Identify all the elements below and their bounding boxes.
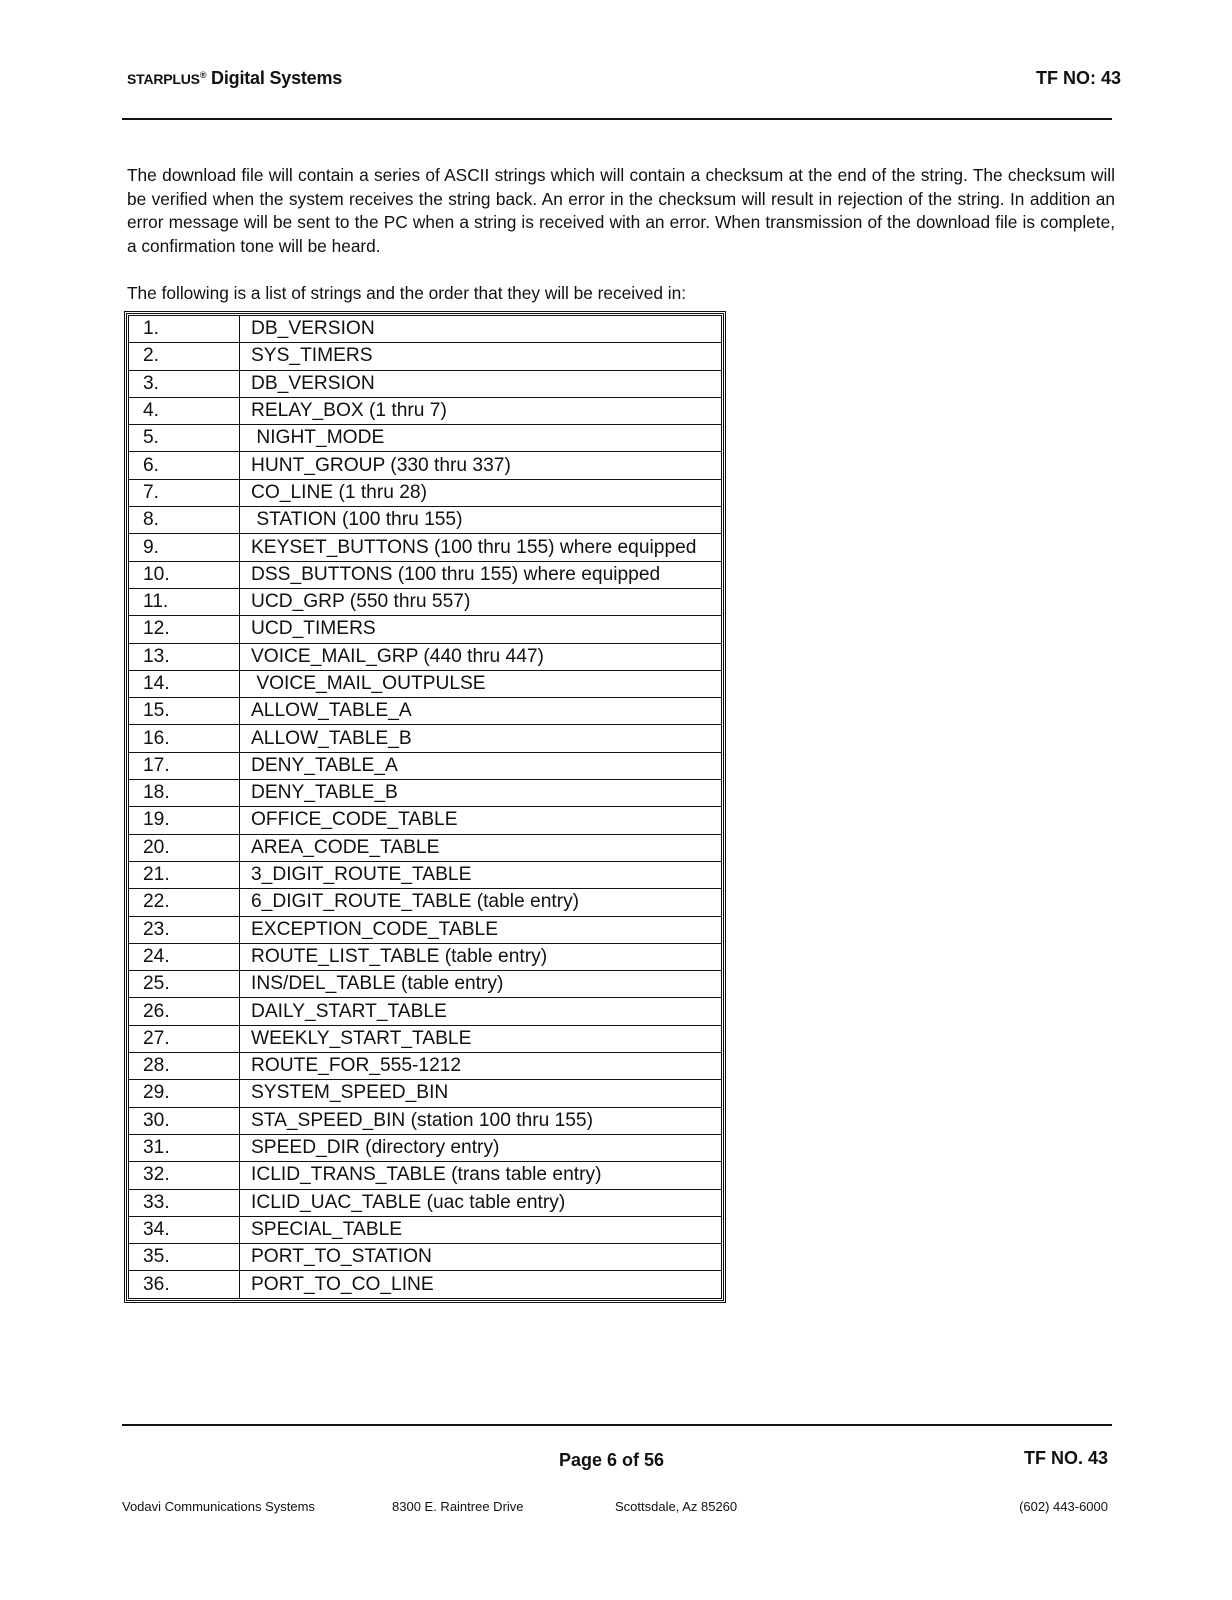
table-row	[129, 861, 722, 888]
row-string-name: AREA_CODE_TABLE	[240, 834, 722, 861]
row-number: 3.	[129, 370, 240, 397]
row-string-name: DENY_TABLE_B	[240, 780, 722, 807]
row-number: 22.	[129, 889, 240, 916]
row-string-name: NIGHT_MODE	[240, 425, 722, 452]
table-row	[129, 397, 722, 424]
table-row	[129, 698, 722, 725]
table-row	[129, 479, 722, 506]
footer-phone: (602) 443-6000	[1019, 1499, 1108, 1514]
row-string-name: STA_SPEED_BIN (station 100 thru 155)	[240, 1107, 722, 1134]
registered-mark: ®	[199, 70, 207, 80]
strings-table-frame	[124, 311, 726, 1303]
row-string-name: SYS_TIMERS	[240, 343, 722, 370]
list-intro: The following is a list of strings and the order that they will be received in:	[127, 283, 687, 303]
row-number: 36.	[129, 1271, 240, 1298]
row-number: 5.	[129, 425, 240, 452]
body-paragraph: The download file will contain a series of ASCII strings which will contain a checksum at the end of the string. The checksum will be verified when the system receives the string back. An error in the checksum will result in rejection of the string. In addition an error message will be sent to the PC when a string is received with an error. When transmission of the download file is complete, a confirmation tone will be heard.	[127, 165, 1115, 257]
row-number: 25.	[129, 971, 240, 998]
table-row	[129, 316, 722, 343]
row-number: 20.	[129, 834, 240, 861]
row-string-name: DAILY_START_TABLE	[240, 998, 722, 1025]
row-string-name: ALLOW_TABLE_A	[240, 698, 722, 725]
brand-subtitle: Digital Systems	[206, 68, 343, 88]
row-number: 24.	[129, 943, 240, 970]
row-string-name: STATION (100 thru 155)	[240, 507, 722, 534]
table-row	[129, 807, 722, 834]
row-string-name: DENY_TABLE_A	[240, 752, 722, 779]
table-row	[129, 971, 722, 998]
table-row	[129, 916, 722, 943]
row-string-name: ICLID_TRANS_TABLE (trans table entry)	[240, 1162, 722, 1189]
table-row	[129, 1271, 722, 1298]
row-number: 33.	[129, 1189, 240, 1216]
row-string-name: EXCEPTION_CODE_TABLE	[240, 916, 722, 943]
row-number: 13.	[129, 643, 240, 670]
header-brand	[127, 68, 342, 89]
footer-tf-number: TF NO. 43	[1023, 1448, 1108, 1468]
row-number: 9.	[129, 534, 240, 561]
row-string-name: ALLOW_TABLE_B	[240, 725, 722, 752]
table-row	[129, 780, 722, 807]
table-row	[129, 588, 722, 615]
row-number: 2.	[129, 343, 240, 370]
table-row	[129, 1053, 722, 1080]
row-number: 29.	[129, 1080, 240, 1107]
strings-table	[128, 315, 722, 1299]
row-string-name: ROUTE_LIST_TABLE (table entry)	[240, 943, 722, 970]
brand-name: STARPLUS	[127, 71, 200, 87]
row-string-name: RELAY_BOX (1 thru 7)	[240, 397, 722, 424]
table-row	[129, 1244, 722, 1271]
row-string-name: PORT_TO_STATION	[240, 1244, 722, 1271]
row-number: 18.	[129, 780, 240, 807]
footer-address: 8300 E. Raintree Drive	[392, 1499, 524, 1514]
table-row	[129, 643, 722, 670]
row-string-name: SPECIAL_TABLE	[240, 1216, 722, 1243]
row-number: 4.	[129, 397, 240, 424]
row-string-name: DB_VERSION	[240, 316, 722, 343]
row-number: 23.	[129, 916, 240, 943]
table-row	[129, 1134, 722, 1161]
table-row	[129, 998, 722, 1025]
table-row	[129, 370, 722, 397]
table-row	[129, 1025, 722, 1052]
table-row	[129, 534, 722, 561]
table-row	[129, 752, 722, 779]
row-string-name: DSS_BUTTONS (100 thru 155) where equipped	[240, 561, 722, 588]
table-row	[129, 1189, 722, 1216]
row-number: 6.	[129, 452, 240, 479]
table-row	[129, 452, 722, 479]
row-string-name: 3_DIGIT_ROUTE_TABLE	[240, 861, 722, 888]
table-row	[129, 889, 722, 916]
row-number: 8.	[129, 507, 240, 534]
row-number: 21.	[129, 861, 240, 888]
footer-rule	[122, 1424, 1112, 1426]
row-string-name: SYSTEM_SPEED_BIN	[240, 1080, 722, 1107]
row-number: 31.	[129, 1134, 240, 1161]
row-number: 35.	[129, 1244, 240, 1271]
row-number: 19.	[129, 807, 240, 834]
row-string-name: UCD_GRP (550 thru 557)	[240, 588, 722, 615]
row-number: 15.	[129, 698, 240, 725]
table-row	[129, 1216, 722, 1243]
row-number: 30.	[129, 1107, 240, 1134]
row-string-name: SPEED_DIR (directory entry)	[240, 1134, 722, 1161]
table-row	[129, 425, 722, 452]
row-string-name: VOICE_MAIL_OUTPULSE	[240, 670, 722, 697]
table-row	[129, 725, 722, 752]
table-row	[129, 616, 722, 643]
row-number: 26.	[129, 998, 240, 1025]
table-row	[129, 1162, 722, 1189]
row-string-name: INS/DEL_TABLE (table entry)	[240, 971, 722, 998]
row-number: 28.	[129, 1053, 240, 1080]
row-string-name: CO_LINE (1 thru 28)	[240, 479, 722, 506]
row-number: 11.	[129, 588, 240, 615]
row-string-name: HUNT_GROUP (330 thru 337)	[240, 452, 722, 479]
table-row	[129, 343, 722, 370]
footer-company: Vodavi Communications Systems	[122, 1499, 315, 1514]
row-number: 10.	[129, 561, 240, 588]
row-string-name: UCD_TIMERS	[240, 616, 722, 643]
header-tf-number: TF NO: 43	[1035, 68, 1121, 88]
row-string-name: 6_DIGIT_ROUTE_TABLE (table entry)	[240, 889, 722, 916]
row-string-name: PORT_TO_CO_LINE	[240, 1271, 722, 1298]
page-number: Page 6 of 56	[559, 1450, 665, 1470]
row-string-name: ICLID_UAC_TABLE (uac table entry)	[240, 1189, 722, 1216]
row-number: 7.	[129, 479, 240, 506]
row-string-name: WEEKLY_START_TABLE	[240, 1025, 722, 1052]
table-row	[129, 834, 722, 861]
row-number: 17.	[129, 752, 240, 779]
row-number: 16.	[129, 725, 240, 752]
table-row	[129, 507, 722, 534]
row-string-name: VOICE_MAIL_GRP (440 thru 447)	[240, 643, 722, 670]
row-number: 14.	[129, 670, 240, 697]
row-number: 12.	[129, 616, 240, 643]
row-string-name: DB_VERSION	[240, 370, 722, 397]
header-rule	[122, 118, 1112, 120]
row-number: 32.	[129, 1162, 240, 1189]
footer-city: Scottsdale, Az 85260	[615, 1499, 738, 1514]
table-row	[129, 1080, 722, 1107]
row-number: 27.	[129, 1025, 240, 1052]
row-number: 34.	[129, 1216, 240, 1243]
row-number: 1.	[129, 316, 240, 343]
table-row	[129, 1107, 722, 1134]
row-string-name: OFFICE_CODE_TABLE	[240, 807, 722, 834]
row-string-name: KEYSET_BUTTONS (100 thru 155) where equipped	[240, 534, 722, 561]
row-string-name: ROUTE_FOR_555-1212	[240, 1053, 722, 1080]
table-row	[129, 670, 722, 697]
table-row	[129, 943, 722, 970]
table-row	[129, 561, 722, 588]
